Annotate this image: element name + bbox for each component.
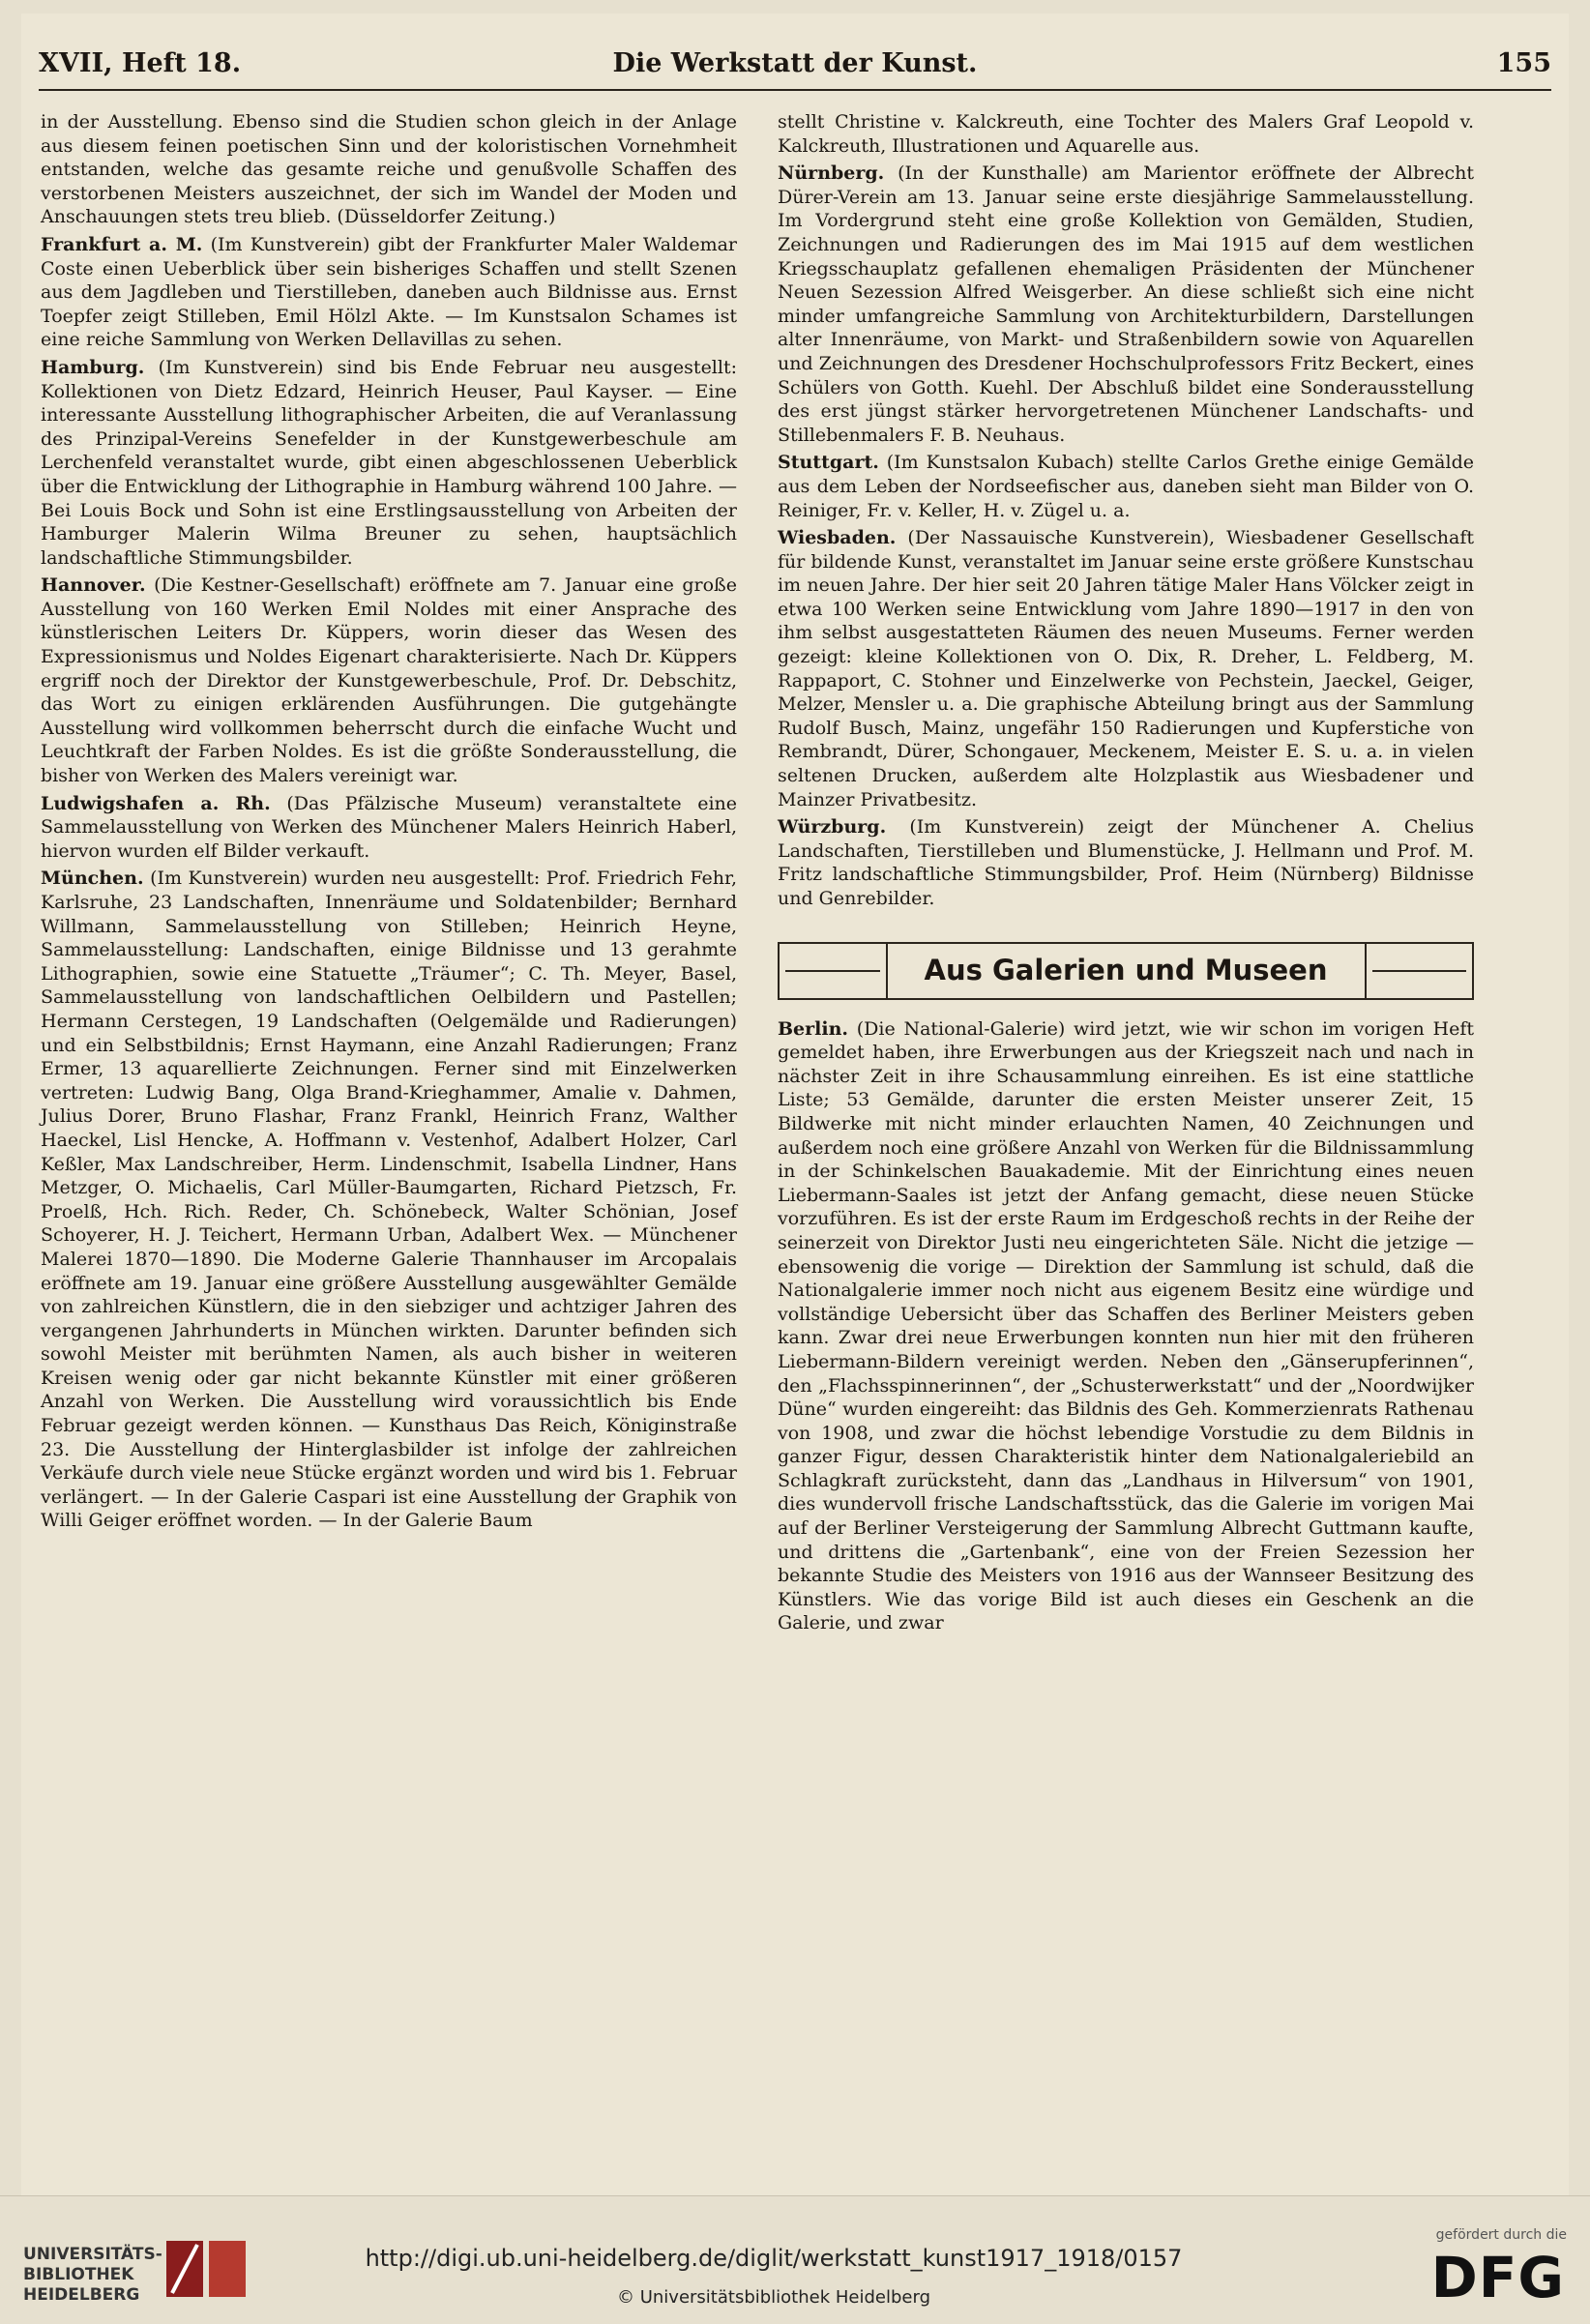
- ornament-rule: [1372, 970, 1467, 972]
- page-number: 155: [1496, 48, 1551, 78]
- paragraph: [778, 526, 1474, 811]
- scanned-page: [21, 14, 1569, 2195]
- section-heading-frame: [778, 942, 1474, 1000]
- paragraph-text: (Der Nassauische Kunstverein), Wiesbadener Gesellschaft für bildende Kunst, veranstaltet im Januar seine erste größere Kunstschau im neuen Jahre. Der hier seit 20 Jahren tätige Maler Hans Völcker zeigt in etwa 100 Werken seine Entwicklung vom Jahre 1890—1917 in den von ihm selbst ausgestatteten Räumen des neuen Museums. Ferner werden gezeigt: kleine Kollektionen von O. Dix, R. Dreher, L. Feldberg, M. Rappaport, C. Stohner und Einzelwerke von Pechstein, Jaeckel, Geiger, Melzer, Mensler u. a. Die graphische Abteilung bringt aus der Sammlung Rudolf Busch, Mainz, ungefähr 150 Radierungen und Kupferstiche von Rembrandt, Dürer, Schongauer, Meckenem, Meister E. S. u. a. in vielen seltenen Drucken, außerdem alte Holzplastik aus Wiesbadener und Mainzer Privatbesitz.: [778, 527, 1474, 810]
- paragraph: [41, 574, 737, 787]
- ornament-rule: [785, 970, 880, 972]
- paragraph-text: (Im Kunstverein) sind bis Ende Februar neu ausgestellt: Kollektionen von Dietz Edzard, Heinrich Heuser, Paul Kayser. — Eine interessante Ausstellung lithographischer Arbeiten, die auf Veranlassung des Prinzipal-Vereins Senefelder in der Kunstgewerbeschule am Lerchenfeld veranstaltet wurde, gibt einen abgeschlossenen Ueberblick über die Entwicklung der Lithographie in Hamburg während 100 Jahre. — Bei Louis Bock und Sohn ist eine Erstlingsausstellung von Arbeiten der Hamburger Malerin Wilma Breuner zu sehen, hauptsächlich landschaftliche Stimmungsbilder.: [41, 356, 737, 569]
- paragraph-text: (In der Kunsthalle) am Marientor eröffnete der Albrecht Dürer-Verein am 13. Januar seine erste diesjährige Sammelausstellung. Im Vordergrund steht eine große Kollektion von Gemälden, Studien, Zeichnungen und Radierungen des im Mai 1915 auf dem westlichen Kriegsschauplatz gefallenen ehemaligen Präsidenten der Münchener Neuen Sezession Alfred Weisgerber. An diese schließt sich eine nicht minder umfangreiche Sammlung von Architekturbildern, Darstellungen alter Innenräume, von Markt- und Straßenbildern sowie von Aquarellen und Zeichnungen des Dresdener Hochschulprofessors Fritz Beckert, eines Schülers von Gotth. Kuehl. Der Abschluß bildet eine Sonderausstellung des erst jüngst stärker hervorgetretenen Münchener Landschafts- und Stillebenmalers F. B. Neuhaus.: [778, 162, 1474, 446]
- paragraph-text: in der Ausstellung. Ebenso sind die Studien schon gleich in der Anlage aus diesem feinen poetischen Sinn und der koloristischen Vornehmheit entstanden, welche das gesamte reiche und genußvolle Schaffen des verstorbenen Meisters auszeichnet, der sich im Wandel der Moden und Anschauungen stets treu blieb. (Düsseldorfer Zeitung.): [41, 111, 737, 228]
- city-lead: München.: [41, 868, 144, 890]
- paragraph: [778, 451, 1474, 522]
- viewer-footer: [0, 2195, 1590, 2324]
- city-lead: Stuttgart.: [778, 452, 879, 474]
- paragraph-text: (Die National-Galerie) wird jetzt, wie wir schon im vorigen Heft gemeldet haben, ihre Erwerbungen aus der Kriegszeit nach und nach in nächster Zeit in ihre Schausammlung einreihen. Es ist eine stattliche Liste; 53 Gemälde, darunter die ersten Meister unserer Zeit, 15 Bildwerke mit nicht minder erlauchten Namen, 40 Zeichnungen und außerdem noch eine größere Anzahl von Werken für die Bildnissammlung in der Schinkelschen Bauakademie. Mit der Einrichtung eines neuen Liebermann-Saales ist jetzt der Anfang gemacht, diese neuen Stücke vorzuführen. Es ist der erste Raum im Erdgeschoß rechts in der Reihe der seinerzeit von Direktor Justi neu eingerichteten Säle. Nicht die jetzige — ebensowenig die vorige — Direktion der Sammlung ist schuld, daß die Nationalgalerie immer noch nicht aus eigenem Besitz eine würdige und vollständige Uebersicht über das Schaffen des Berliner Meisters geben kann. Zwar drei neue Erwerbungen konnten nun hier mit den früheren Liebermann-Bildern vereinigt werden. Neben den „Gänserupferinnen“, den „Flachsspinnerinnen“, der „Schusterwerkstatt“ und der „Noordwijker Düne“ wurden eingereiht: das Bildnis des Geh. Kommerzienrats Rathenau von 1908, und zwar die höchst lebendige Vorstudie zu dem Bildnis in ganzer Figur, dessen Charakteristik hinter dem Nationalgaleriebild an Schlagkraft zurücksteht, dann das „Landhaus in Hilversum“ von 1901, dies wundervoll frische Landschaftsstück, das die Galerie im vorigen Mai auf der Berliner Versteigerung der Sammlung Albrecht Guttmann kaufte, und drittens die „Gartenbank“, eine von der Freien Sezession her bekannte Studie des Meisters von 1916 aus der Wannseer Besitzung des Künstlers. Wie das vorige Bild ist auch dieses ein Geschenk an die Galerie, und zwar: [778, 1017, 1474, 1634]
- page-header: [39, 35, 1551, 91]
- paragraph-text: (Im Kunstverein) wurden neu ausgestellt: Prof. Friedrich Fehr, Karlsruhe, 23 Landschaften, Innenräume und Soldatenbilder; Bernhard Willmann, Sammelausstellung von Stilleben; Heinrich Heyne, Sammelausstellung: Landschaften, einige Bildnisse und 13 gerahmte Lithographien, sowie eine Statuette „Träumer“; C. Th. Meyer, Basel, Sammelausstellung von landschaftlichen Oelbildern und Pastellen; Hermann Cerstegen, 19 Landschaften (Oelgemälde und Radierungen) und ein Selbstbildnis; Ernst Haymann, eine Anzahl Radierungen; Franz Ermer, 13 aquarellierte Zeichnungen. Ferner sind mit Einzelwerken vertreten: Ludwig Bang, Olga Brand-Krieghammer, Amalie v. Dahmen, Julius Dorer, Bruno Flashar, Franz Frankl, Heinrich Franz, Walther Haeckel, Lisl Hencke, A. Hoffmann v. Vestenhof, Adalbert Holzer, Carl Keßler, Max Landschreiber, Herm. Lindenschmit, Isabella Lindner, Hans Metzger, O. Michaelis, Carl Müller-Baumgarten, Richard Pietzsch, Fr. Proelß, Hch. Rich. Reder, Ch. Schönebeck, Walter Schönian, Josef Schoyerer, H. J. Teichert, Hermann Urban, Adalbert Wex. — Münchener Malerei 1870—1890. Die Moderne Galerie Thannhauser im Arcopalais eröffnete am 19. Januar eine größere Ausstellung ausgewählter Gemälde von zahlreichen Künstlern, die in den siebziger und achtziger Jahren des vergangenen Jahrhunderts in München wirkten. Darunter befinden sich sowohl Meister mit berühmten Namen, als auch bisher in weiteren Kreisen wenig oder gar nicht bekannte Künstler mit einer größeren Anzahl von Werken. Die Ausstellung wird voraussichtlich bis Ende Februar gezeigt werden können. — Kunsthaus Das Reich, Königinstraße 23. Die Ausstellung der Hinterglasbilder ist infolge der zahlreichen Verkäufe durch viele neue Stücke ergänzt worden und wird bis 1. Februar verlängert. — In der Galerie Caspari ist eine Ausstellung der Graphik von Willi Geiger eröffnet worden. — In der Galerie Baum: [41, 868, 737, 1532]
- library-name: UNIVERSITÄTS- BIBLIOTHEK HEIDELBERG: [23, 2245, 162, 2305]
- city-lead: Frankfurt a. M.: [41, 233, 203, 255]
- paragraph: [41, 110, 737, 229]
- paragraph: [778, 110, 1474, 158]
- paragraph-text: (Das Pfälzische Museum) veranstaltete eine Sammelausstellung von Werken des Münchener Malers Heinrich Haberl, hiervon wurden elf Bilder verkauft.: [41, 792, 737, 862]
- copyright-notice: © Universitätsbibliothek Heidelberg: [616, 2287, 930, 2308]
- city-lead: Wiesbaden.: [778, 527, 897, 549]
- paragraph-text: stellt Christine v. Kalckreuth, eine Tochter des Malers Graf Leopold v. Kalckreuth, Illustrationen und Aquarelle aus.: [778, 111, 1474, 157]
- paragraph: [778, 1017, 1474, 1635]
- issue-label: XVII, Heft 18.: [39, 48, 242, 78]
- city-lead: Hamburg.: [41, 356, 145, 378]
- permalink-url[interactable]: http://digi.ub.uni-heidelberg.de/diglit/werkstatt_kunst1917_1918/0157: [365, 2245, 1183, 2272]
- city-lead: Berlin.: [778, 1017, 849, 1040]
- city-lead: Würzburg.: [778, 816, 887, 838]
- library-logo-icon: [162, 2235, 250, 2307]
- city-lead: Ludwigshafen a. Rh.: [41, 792, 271, 814]
- paragraph: [41, 233, 737, 352]
- funding-label: gefördert durch die: [1435, 2227, 1567, 2243]
- paragraph: [778, 162, 1474, 447]
- city-lead: Hannover.: [41, 574, 146, 597]
- paragraph-text: (Im Kunstverein) gibt der Frankfurter Maler Waldemar Coste einen Ueberblick über sein bisheriges Schaffen und stellt Szenen aus dem Jagdleben und Tierstilleben, daneben auch Bildnisse aus. Ernst Toepfer zeigt Stilleben, Emil Hölzl Akte. — Im Kunstsalon Schames ist eine reiche Sammlung von Werken Dellavillas zu sehen.: [41, 233, 737, 351]
- city-lead: Nürnberg.: [778, 162, 885, 185]
- journal-title: Die Werkstatt der Kunst.: [612, 48, 978, 78]
- paragraph-text: (Die Kestner-Gesellschaft) eröffnete am 7. Januar eine große Ausstellung von 160 Werken Emil Noldes mit einer Ansprache des künstlerischen Leiters Dr. Küppers, worin dieser das Wesen des Expressionismus und Noldes Eigenart charakterisierte. Nach Dr. Küppers ergriff noch der Direktor der Kunstgewerbeschule, Prof. Dr. Debschitz, das Wort zu einigen erklärenden Ausführungen. Die gutgehängte Ausstellung wird vollkommen beherrscht durch die einfache Wucht und Leuchtkraft der Farben Noldes. Es ist die größte Sonderausstellung, die bisher von Werken des Malers vereinigt war.: [41, 574, 737, 787]
- paragraph-text: (Im Kunstverein) zeigt der Münchener A. Chelius Landschaften, Tierstilleben und Blumenstücke, J. Hellmann und Prof. M. Fritz landschaftliche Stimmungsbilder, Prof. Heim (Nürnberg) Bildnisse und Genrebilder.: [778, 816, 1474, 909]
- paragraph-text: (Im Kunstsalon Kubach) stellte Carlos Grethe einige Gemälde aus dem Leben der Nordseefischer aus, daneben sieht man Bilder von O. Reiniger, Fr. v. Keller, H. v. Zügel u. a.: [778, 452, 1474, 521]
- paragraph: [41, 867, 737, 1533]
- paragraph: [41, 356, 737, 570]
- dfg-logo: DFG: [1430, 2245, 1565, 2310]
- paragraph: [41, 792, 737, 864]
- left-column: [41, 110, 737, 1537]
- section-heading: Aus Galerien und Museen: [886, 944, 1367, 998]
- paragraph: [778, 815, 1474, 910]
- right-column: [778, 110, 1474, 1639]
